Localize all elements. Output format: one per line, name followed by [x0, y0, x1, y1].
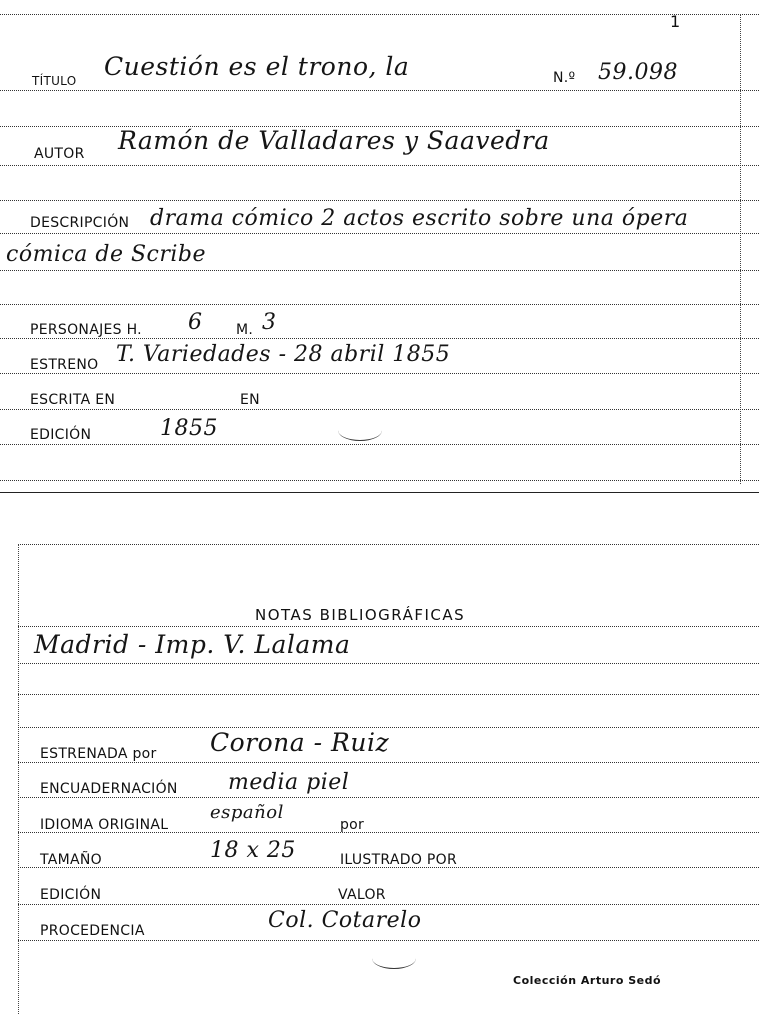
autor-value: Ramón de Valladares y Saavedra: [118, 126, 550, 155]
edicion-label: EDICIÓN: [40, 887, 102, 903]
estreno-value: T. Variedades - 28 abril 1855: [116, 342, 451, 367]
estreno-rule: [0, 373, 759, 374]
card-bottom-edge: [0, 492, 759, 493]
titulo-value: Cuestión es el trono, la: [104, 52, 410, 81]
edicion-rule: [18, 904, 759, 905]
personajes-m-value: 3: [262, 310, 277, 335]
personajes-label: PERSONAJES H.: [30, 322, 142, 338]
rule: [0, 480, 759, 481]
rule: [0, 200, 759, 201]
rule: [0, 304, 759, 305]
number-label: N.º: [553, 70, 576, 86]
card-right-edge: [740, 14, 741, 484]
number-value: 59.098: [598, 60, 678, 85]
idioma-por-label: por: [340, 817, 365, 833]
procedencia-label: PROCEDENCIA: [40, 923, 145, 939]
rule: [18, 694, 759, 695]
ink-swirl: [372, 948, 416, 969]
corner-mark: 1: [670, 12, 681, 31]
rule: [0, 270, 759, 271]
valor-label: VALOR: [338, 887, 386, 903]
estreno-label: ESTRENO: [30, 357, 99, 373]
card-border-line: [0, 14, 759, 15]
titulo-rule: [0, 90, 759, 91]
collection-footer: Colección Arturo Sedó: [513, 974, 662, 987]
idioma-label: IDIOMA ORIGINAL: [40, 817, 169, 833]
escrita-en-label: EN: [240, 392, 260, 408]
autor-rule: [0, 165, 759, 166]
descripcion-value-line2: cómica de Scribe: [6, 242, 207, 267]
catalog-card-top: [0, 0, 759, 495]
ink-swirl: [338, 420, 382, 441]
descripcion-value-line1: drama cómico 2 actos escrito sobre una ópera: [150, 206, 689, 231]
escrita-rule: [0, 409, 759, 410]
card-border-line: [18, 544, 759, 545]
procedencia-value: Col. Cotarelo: [268, 908, 422, 933]
card-left-edge: [18, 544, 19, 1014]
descripcion-rule: [0, 233, 759, 234]
titulo-label: TÍTULO: [32, 74, 77, 88]
personajes-rule: [0, 338, 759, 339]
escrita-label: ESCRITA EN: [30, 392, 116, 408]
encuadernacion-value: media piel: [228, 770, 350, 795]
idioma-value: español: [210, 802, 284, 823]
estrenada-label: ESTRENADA por: [40, 746, 157, 762]
rule: [18, 663, 759, 664]
encuadernacion-label: ENCUADERNACIÓN: [40, 781, 178, 797]
autor-label: AUTOR: [34, 146, 85, 162]
tamano-value: 18 x 25: [210, 838, 296, 863]
ilustrado-label: ILUSTRADO POR: [340, 852, 457, 868]
encuadernacion-rule: [18, 797, 759, 798]
estrenada-value: Corona - Ruiz: [210, 728, 390, 757]
notas-heading: NOTAS BIBLIOGRÁFICAS: [255, 606, 466, 624]
procedencia-rule: [18, 940, 759, 941]
rule: [18, 626, 759, 627]
notes-line1: Madrid - Imp. V. Lalama: [34, 630, 351, 659]
descripcion-label: DESCRIPCIÓN: [30, 215, 130, 231]
edicion-rule: [0, 444, 759, 445]
edicion-label: EDICIÓN: [30, 427, 92, 443]
estrenada-rule: [18, 762, 759, 763]
edicion-value: 1855: [160, 416, 218, 441]
catalog-card-bottom: [0, 540, 759, 1028]
personajes-h-value: 6: [188, 310, 203, 335]
personajes-m-label: M.: [236, 322, 254, 338]
tamano-label: TAMAÑO: [40, 852, 102, 868]
